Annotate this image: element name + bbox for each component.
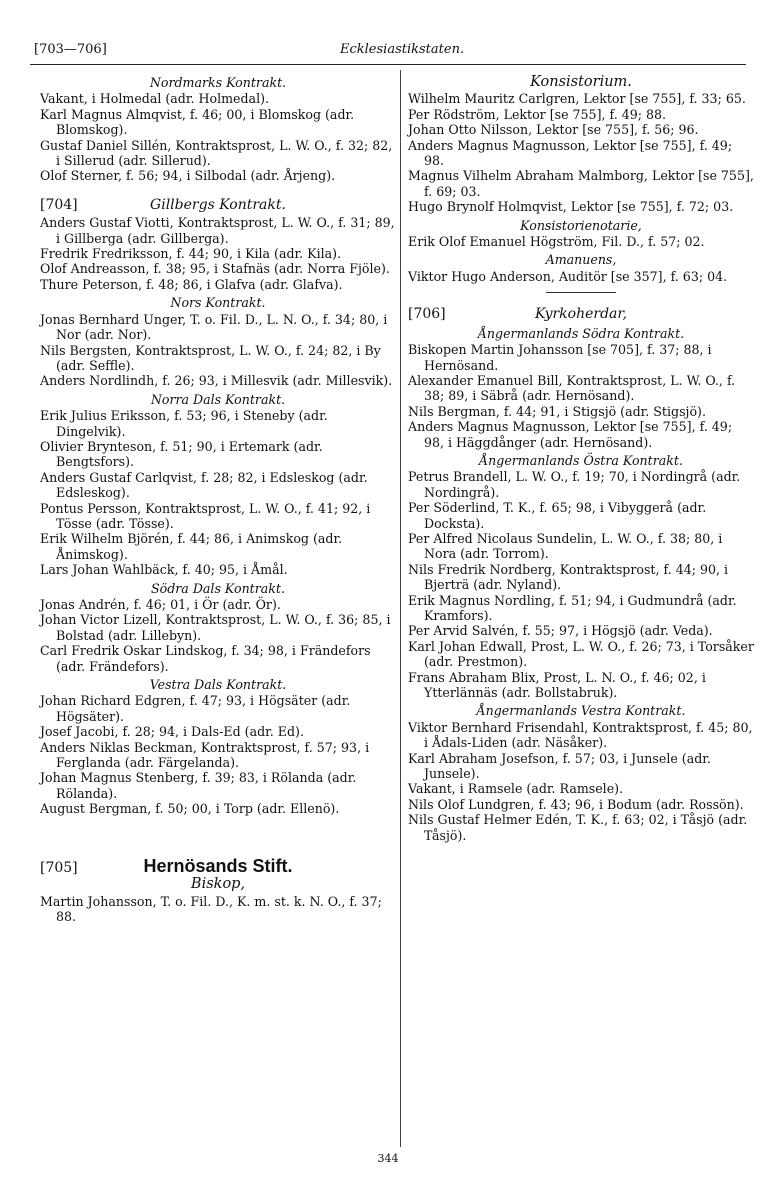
kyrkoherdar-title: Kyrkoherdar, <box>535 306 627 323</box>
list-item: Viktor Hugo Anderson, Auditör [se 357], f. 63; 04. <box>408 268 728 284</box>
list-item: Olivier Brynteson, f. 51; 90, i Ertemark (adr. Bengtsfors). <box>40 438 323 470</box>
list-item: Nils Bergsten, Kontraktsprost, L. W. O., f. 24; 82, i By (adr. Seffle). <box>40 342 381 373</box>
stift-heading <box>40 855 396 876</box>
list-item: Martin Johansson, T. o. Fil. D., K. m. st. k. N. O., f. 37; 88. <box>40 893 382 924</box>
list-item: Carl Fredrik Oskar Lindskog, f. 34; 98, i Frändefors (adr. Frändefors). <box>40 643 371 674</box>
list-item: Per Söderlind, T. K., f. 65; 98, i Vibyggerå (adr. Docksta). <box>408 500 707 531</box>
section-number: [705] <box>40 859 78 876</box>
stift-entries <box>40 894 396 925</box>
list-item: Karl Magnus Almqvist, f. 46; 00, i Blomskog (adr. Blomskog). <box>40 106 355 138</box>
list-item: Viktor Bernhard Frisendahl, Kontraktsprost, f. 45; 80, i Ådals-Liden (adr. Näsåker). <box>408 719 753 751</box>
list-item: Hugo Brynolf Holmqvist, Lektor [se 755], f. 72; 03. <box>408 199 734 215</box>
kontrakt-sections <box>408 326 754 843</box>
list-item: Nils Olof Lundgren, f. 43; 96, i Bodum (adr. Rossön). <box>408 796 744 812</box>
section-heading: Södra Dals Kontrakt. <box>151 580 285 596</box>
list-item: Anders Magnus Magnusson, Lektor [se 755], f. 49; 98, i Häggdånger (adr. Hernösand). <box>408 419 733 450</box>
section-heading: Ångermanlands Södra Kontrakt. <box>477 325 685 341</box>
section-heading: Nordmarks Kontrakt. <box>149 75 287 90</box>
list-item: Anders Gustaf Viotti, Kontraktsprost, L. W. O., f. 31; 89, i Gillberga (adr. Gillberga). <box>40 215 395 246</box>
list-item: Anders Niklas Beckman, Kontraktsprost, f. 57; 93, i Ferglanda (adr. Färgelanda). <box>40 739 370 771</box>
list-item: Per Arvid Salvén, f. 55; 97, i Högsjö (adr. Veda). <box>408 623 713 639</box>
left-column <box>40 72 396 924</box>
section-title: Gillbergs Kontrakt. <box>150 196 286 213</box>
list-item: Josef Jacobi, f. 28; 94, i Dals-Ed (adr. Ed). <box>40 724 304 740</box>
section-heading: Ångermanlands Östra Kontrakt. <box>479 452 683 468</box>
list-item: Pontus Persson, Kontraktsprost, L. W. O., f. 41; 92, i Tösse (adr. Tösse). <box>40 500 371 531</box>
kyrkoherdar-heading <box>408 307 754 322</box>
section-heading: Amanuens, <box>545 252 617 268</box>
list-item: Olof Andreasson, f. 38; 95, i Stafnäs (adr. Norra Fjöle). <box>40 261 390 277</box>
list-item: Thure Peterson, f. 48; 86, i Glafva (adr. Glafva). <box>40 276 343 292</box>
list-item: Anders Nordlindh, f. 26; 93, i Millesvik (adr. Millesvik). <box>40 373 393 389</box>
list-item: Per Alfred Nicolaus Sundelin, L. W. O., f. 38; 80, i Nora (adr. Torrom). <box>408 530 723 562</box>
list-item: Fredrik Fredriksson, f. 44; 90, i Kila (adr. Kila). <box>40 246 342 262</box>
right-column <box>408 72 754 843</box>
list-item: Karl Abraham Josefson, f. 57; 03, i Junsele (adr. Junsele). <box>408 750 711 782</box>
list-item: August Bergman, f. 50; 00, i Torp (adr. Ellenö). <box>40 801 340 817</box>
list-item: Erik Magnus Nordling, f. 51; 94, i Gudmundrå (adr. Kramfors). <box>408 592 737 623</box>
list-item: Nils Gustaf Helmer Edén, T. K., f. 63; 02, i Tåsjö (adr. Tåsjö). <box>408 812 748 843</box>
list-item: Jonas Bernhard Unger, T. o. Fil. D., L. N. O., f. 34; 80, i Nor (adr. Nor). <box>40 311 388 343</box>
section-heading <box>40 198 396 213</box>
section-number: [704] <box>40 196 78 213</box>
stift-title: Hernösands Stift. <box>143 855 293 876</box>
list-item: Biskopen Martin Johansson [se 705], f. 37; 88, i Hernösand. <box>408 342 712 373</box>
consistory-sections <box>408 75 754 284</box>
list-item: Wilhelm Mauritz Carlgren, Lektor [se 755], f. 33; 65. <box>408 91 746 107</box>
list-item: Olof Sterner, f. 56; 94, i Silbodal (adr. Årjeng). <box>40 168 336 184</box>
list-item: Johan Victor Lizell, Kontraktsprost, L. W. O., f. 36; 85, i Bolstad (adr. Lillebyn). <box>40 612 391 643</box>
page-header <box>0 42 776 66</box>
section-heading: Vestra Dals Kontrakt. <box>149 677 287 693</box>
running-title: Ecklesiastikstaten. <box>340 42 465 57</box>
left-sections <box>40 75 396 817</box>
list-item: Alexander Emanuel Bill, Kontraktsprost, L. W. O., f. 38; 89, i Säbrå (adr. Hernösand). <box>408 372 736 404</box>
section-heading: Konsistorium. <box>530 74 632 90</box>
list-item: Anders Gustaf Carlqvist, f. 28; 82, i Edsleskog (adr. Edsleskog). <box>40 469 368 501</box>
list-item: Frans Abraham Blix, Prost, L. N. O., f. 46; 02, i Ytterlännäs (adr. Bollstabruk). <box>408 669 706 701</box>
list-item: Jonas Andrén, f. 46; 01, i Ör (adr. Ör). <box>40 597 281 612</box>
list-item: Gustaf Daniel Sillén, Kontraktsprost, L. W. O., f. 32; 82, i Sillerud (adr. Sillerud). <box>40 137 393 169</box>
list-item: Vakant, i Holmedal (adr. Holmedal). <box>40 91 270 107</box>
list-item: Erik Wilhelm Björén, f. 44; 86, i Animskog (adr. Ånimskog). <box>40 531 343 562</box>
list-item: Petrus Brandell, L. W. O., f. 19; 70, i Nordingrå (adr. Nordingrå). <box>408 469 741 500</box>
list-item: Magnus Vilhelm Abraham Malmborg, Lektor [se 755], f. 69; 03. <box>408 168 754 199</box>
section-heading: Nors Kontrakt. <box>170 295 266 311</box>
list-item: Johan Richard Edgren, f. 47; 93, i Högsäter (adr. Högsäter). <box>40 693 351 724</box>
list-item: Lars Johan Wahlbäck, f. 40; 95, i Åmål. <box>40 562 288 578</box>
section-heading: Ångermanlands Vestra Kontrakt. <box>476 703 686 719</box>
section-heading: Biskop, <box>190 876 246 893</box>
page-range: [703—706] <box>34 42 107 57</box>
page-number: 344 <box>377 1152 399 1165</box>
list-item: Nils Bergman, f. 44; 91, i Stigsjö (adr. Stigsjö). <box>408 403 706 419</box>
section-heading: Norra Dals Kontrakt. <box>150 391 286 407</box>
header-rule <box>30 64 746 65</box>
list-item: Anders Magnus Magnusson, Lektor [se 755], f. 49; 98. <box>408 137 733 169</box>
list-item: Johan Otto Nilsson, Lektor [se 755], f. 56; 96. <box>408 122 699 138</box>
list-item: Vakant, i Ramsele (adr. Ramsele). <box>408 781 624 797</box>
section-heading: Konsistorienotarie, <box>520 217 642 233</box>
list-item: Erik Olof Emanuel Högström, Fil. D., f. 57; 02. <box>408 234 705 250</box>
list-item: Nils Fredrik Nordberg, Kontraktsprost, f. 44; 90, i Bjerträ (adr. Nyland). <box>408 561 729 593</box>
list-item: Johan Magnus Stenberg, f. 39; 83, i Rölanda (adr. Rölanda). <box>40 770 357 801</box>
column-divider <box>400 70 401 1147</box>
section-number: [706] <box>408 306 446 323</box>
list-item: Per Rödström, Lektor [se 755], f. 49; 88. <box>408 106 667 122</box>
list-item: Erik Julius Eriksson, f. 53; 96, i Steneby (adr. Dingelvik). <box>40 408 328 439</box>
list-item: Karl Johan Edwall, Prost, L. W. O., f. 26; 73, i Torsåker (adr. Prestmon). <box>408 638 754 670</box>
short-rule <box>546 292 616 293</box>
